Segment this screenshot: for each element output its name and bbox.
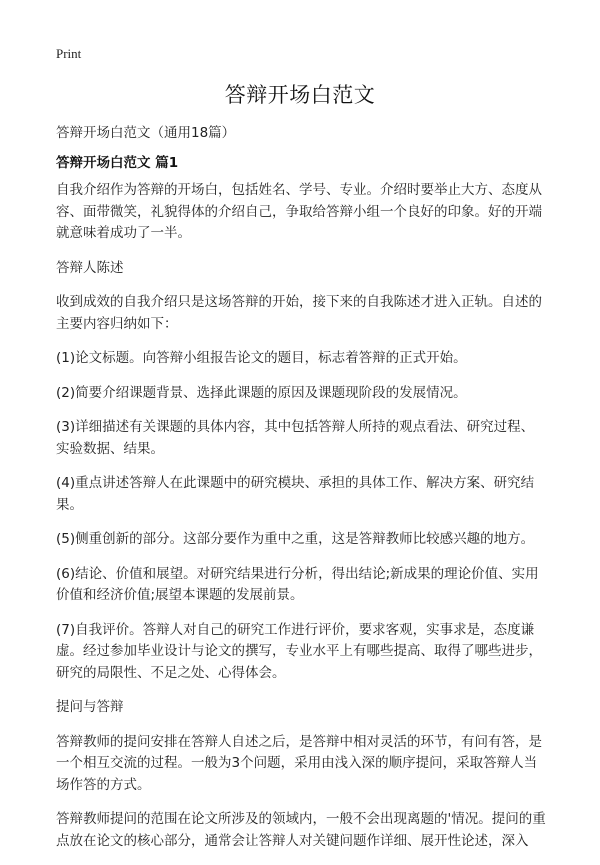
body-paragraph: 收到成效的自我介绍只是这场答辩的开始，接下来的自我陈述才进入正轨。自述的主要内容归纳如下： [56, 294, 542, 332]
list-item: (2)简要介绍课题背景、选择此课题的原因及课题现阶段的发展情况。 [56, 384, 467, 401]
document-subtitle: 答辩开场白范文（通用18篇） [56, 125, 236, 141]
list-item: (7)自我评价。答辩人对自己的研究工作进行评价，要求客观，实事求是，态度谦虚。经过参加毕业设计与论文的撰写，专业水平上有哪些提高、取得了哪些进步，研究的局限性、不足之处、心得体会。 [56, 621, 542, 681]
list-item: (3)详细描述有关课题的具体内容，其中包括答辩人所持的观点看法、研究过程、实验数据、结果。 [56, 419, 535, 457]
section-heading: 答辩开场白范文 篇1 [56, 155, 179, 171]
subsection-label: 提问与答辩 [56, 699, 124, 715]
body-paragraph: 答辩教师提问的范围在论文所涉及的领域内，一般不会出现离题的'情况。提问的重点放在论文的核心部分，通常会让答辩人对关键问题作详细、展开性论述，深入 [56, 811, 546, 849]
document-body [56, 180, 546, 865]
list-item: (5)侧重创新的部分。这部分要作为重中之重，这是答辩教师比较感兴趣的地方。 [56, 531, 535, 547]
body-paragraph: 自我介绍作为答辩的开场白，包括姓名、学号、专业。介绍时要举止大方、态度从容、面带微笑，礼貌得体的介绍自己，争取给答辩小组一个良好的印象。好的开端就意味着成功了一半。 [56, 182, 542, 241]
list-item: (6)结论、价值和展望。对研究结果进行分析，得出结论;新成果的理论价值、实用价值和经济价值;展望本课题的发展前景。 [56, 565, 539, 603]
print-link[interactable]: Print [56, 46, 82, 61]
list-item: (1)论文标题。向答辩小组报告论文的题目，标志着答辩的正式开始。 [56, 350, 467, 366]
body-paragraph: 答辩教师的提问安排在答辩人自述之后，是答辩中相对灵活的环节，有问有答，是一个相互交流的过程。一般为3个问题，采用由浅入深的顺序提问，采取答辩人当场作答的方式。 [56, 733, 542, 793]
document-title: 答辩开场白范文 [224, 83, 376, 107]
subsection-label: 答辩人陈述 [56, 259, 124, 276]
list-item: (4)重点讲述答辩人在此课题中的研究模块、承担的具体工作、解决方案、研究结果。 [56, 475, 535, 513]
